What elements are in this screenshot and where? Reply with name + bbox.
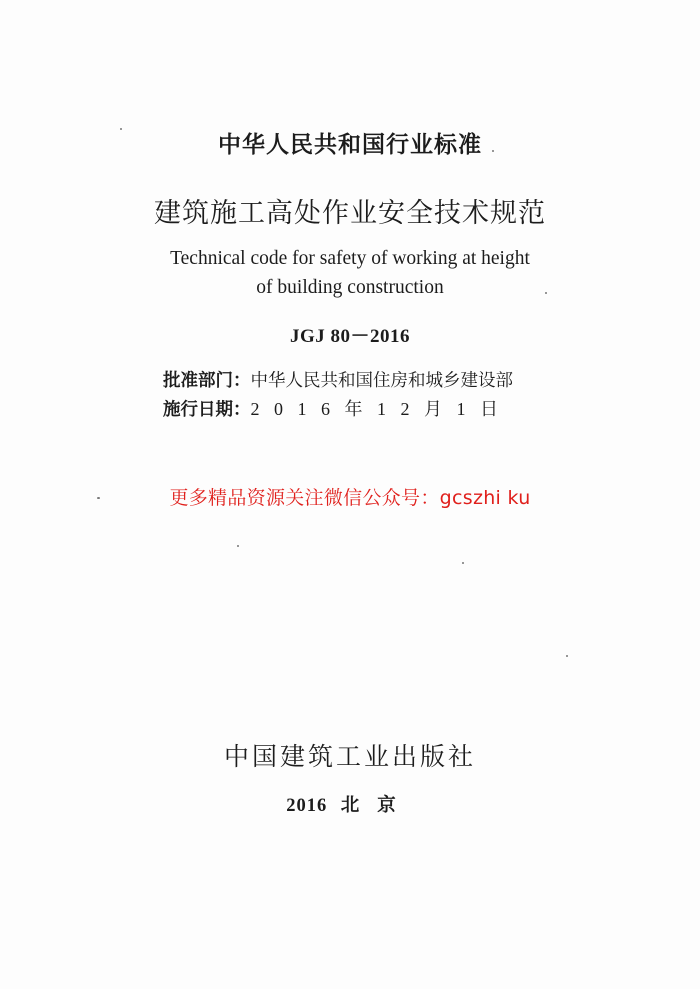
scan-speck bbox=[97, 497, 100, 499]
approval-row bbox=[163, 367, 513, 395]
scan-speck bbox=[545, 292, 547, 294]
title-chinese: 建筑施工高处作业安全技术规范 bbox=[154, 198, 546, 229]
promo-notice: 更多精品资源关注微信公众号：gcszhi ku bbox=[169, 487, 531, 509]
publication-city: 北京 bbox=[340, 795, 414, 816]
scan-speck bbox=[237, 545, 239, 547]
title-english-line2: of building construction bbox=[256, 277, 444, 298]
scan-speck bbox=[492, 150, 494, 152]
standard-classification: 中华人民共和国行业标准 bbox=[218, 132, 482, 158]
approval-label: 批准部门： bbox=[163, 371, 251, 391]
scan-speck bbox=[566, 655, 568, 657]
publication-year: 2016 bbox=[286, 796, 328, 816]
scan-speck bbox=[462, 562, 464, 564]
publication-place bbox=[0, 791, 700, 817]
publisher-name: 中国建筑工业出版社 bbox=[223, 742, 476, 771]
standard-code: JGJ 80－2016 bbox=[289, 326, 411, 347]
scan-speck bbox=[120, 128, 122, 130]
effective-date-row bbox=[163, 395, 513, 424]
effective-date-label: 施行日期： bbox=[163, 400, 251, 420]
title-english-line1: Technical code for safety of working at height bbox=[170, 248, 530, 269]
approval-info bbox=[163, 367, 513, 424]
approval-value: 中华人民共和国住房和城乡建设部 bbox=[250, 371, 513, 391]
effective-date-value: 2016年12月1日 bbox=[250, 399, 513, 419]
